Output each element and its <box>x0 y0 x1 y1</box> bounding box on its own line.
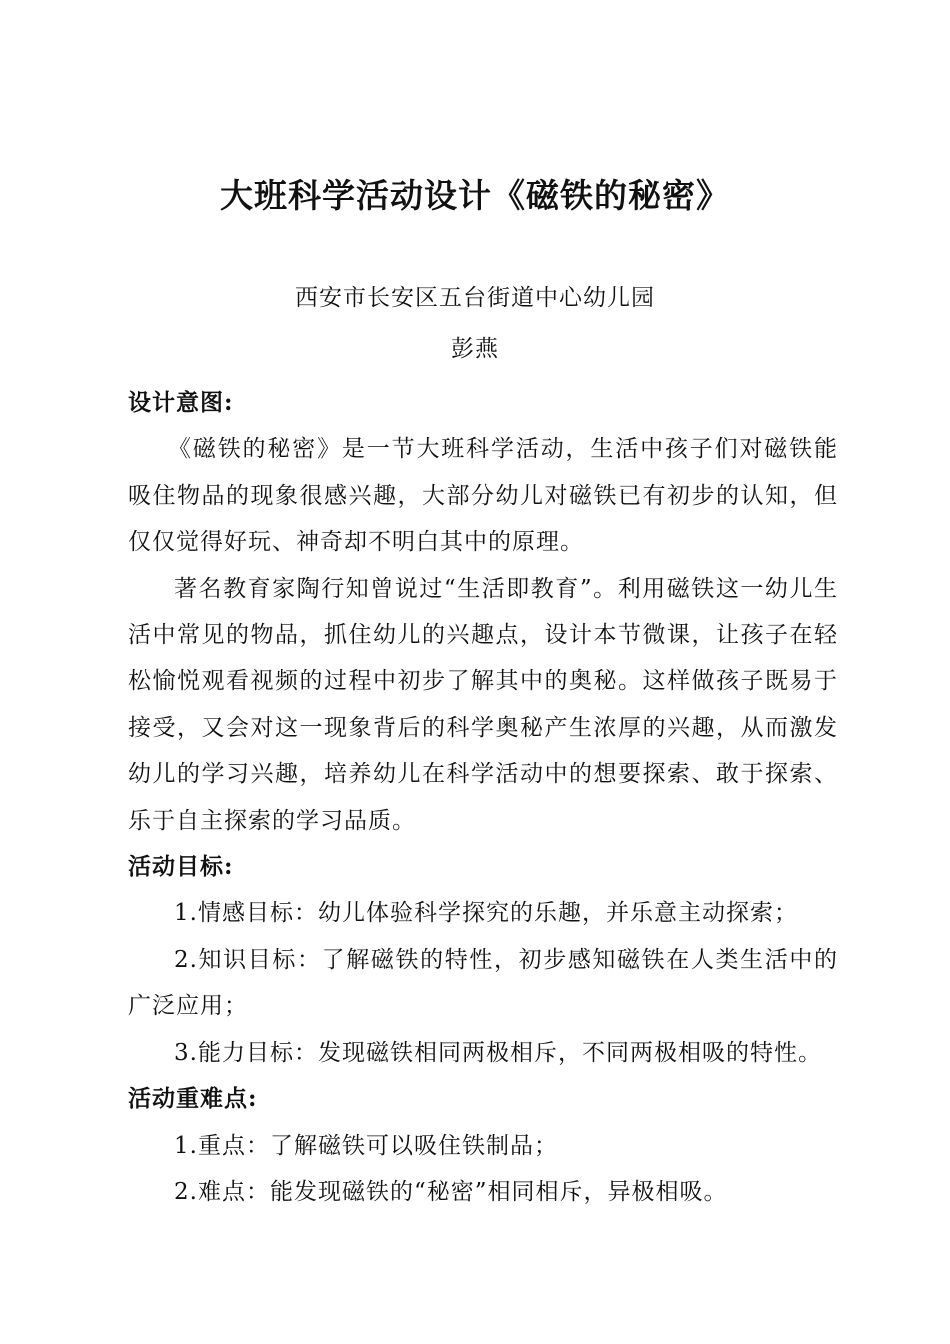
goal-item-2: 2.知识目标：了解磁铁的特性，初步感知磁铁在人类生活中的广泛应用； <box>128 946 838 1020</box>
author-name: 彭燕 <box>451 336 499 362</box>
goal-item-1: 1.情感目标：幼儿体验科学探究的乐趣，并乐意主动探索； <box>174 900 798 927</box>
section-heading-design-intent: 设计意图: <box>128 389 234 416</box>
document-title: 大班科学活动设计《磁铁的秘密》 <box>220 176 730 215</box>
section-heading-goals: 活动目标: <box>128 853 234 881</box>
document-body <box>128 380 838 1215</box>
organization-name: 西安市长安区五台街道中心幼儿园 <box>295 285 655 311</box>
key-point-item-2: 2.难点：能发现磁铁的“秘密”相同相斥，异极相吸。 <box>174 1178 728 1205</box>
key-point-item-1: 1.重点：了解磁铁可以吸住铁制品； <box>174 1132 558 1159</box>
section-heading-key-points: 活动重难点: <box>128 1085 258 1113</box>
goal-item-3: 3.能力目标：发现磁铁相同两极相斥，不同两极相吸的特性。 <box>174 1039 822 1066</box>
design-intent-paragraph-1: 《磁铁的秘密》是一节大班科学活动，生活中孩子们对磁铁能吸住物品的现象很感兴趣，大部分幼儿对磁铁已有初步的认知，但仅仅觉得好玩、神奇却不明白其中的原理。 <box>128 436 838 556</box>
design-intent-paragraph-2: 著名教育家陶行知曾说过“生活即教育”。利用磁铁这一幼儿生活中常见的物品，抓住幼儿的兴趣点，设计本节微课，让孩子在轻松愉悦观看视频的过程中初步了解其中的奥秘。这样做孩子既易于接受，又会对这一现象背后的科学奥秘产生浓厚的兴趣，从而激发幼儿的学习兴趣，培养幼儿在科学活动中的想要探索、敢于探索、乐于自主探索的学习品质。 <box>128 575 838 834</box>
